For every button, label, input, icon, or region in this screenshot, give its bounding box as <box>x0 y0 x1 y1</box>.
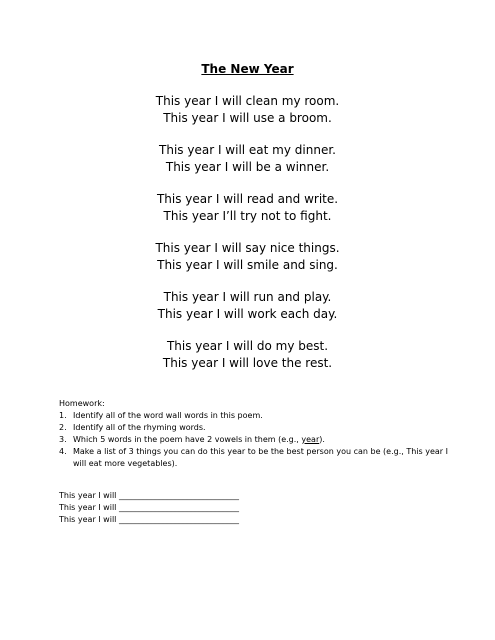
poem-line: This year I will be a winner. <box>165 160 330 174</box>
stanza <box>0 191 495 225</box>
poem-line: This year I will say nice things. <box>155 241 340 255</box>
poem <box>0 93 495 387</box>
poem-line: This year I’ll try not to fight. <box>163 209 332 223</box>
fill-in-line: This year I will ______________________________ <box>59 515 239 524</box>
item-text <box>73 435 325 444</box>
poem-title: The New Year <box>201 62 294 76</box>
stanza <box>0 93 495 127</box>
stanza <box>0 338 495 372</box>
poem-line: This year I will use a broom. <box>163 111 332 125</box>
poem-line: This year I will clean my room. <box>155 94 340 108</box>
item-text-before: Which 5 words in the poem have 2 vowels in them (e.g., <box>73 435 302 444</box>
homework-list <box>59 410 449 470</box>
homework-item <box>59 434 449 446</box>
item-text: Make a list of 3 things you can do this year to be the best person you can be (e.g., This year I will eat more vegetables). <box>73 447 448 468</box>
homework-item <box>59 422 449 434</box>
poem-line: This year I will work each day. <box>157 307 338 321</box>
item-text: Identify all of the rhyming words. <box>73 423 206 432</box>
poem-line: This year I will do my best. <box>166 339 329 353</box>
poem-line: This year I will read and write. <box>156 192 339 206</box>
homework-item <box>59 446 449 470</box>
item-text: Identify all of the word wall words in this poem. <box>73 411 263 420</box>
item-number: 4. <box>59 447 67 456</box>
fill-in-line: This year I will ______________________________ <box>59 503 239 512</box>
homework-heading: Homework: <box>59 399 105 408</box>
underlined-example-word: year <box>301 435 320 444</box>
item-number: 2. <box>59 423 67 432</box>
item-number: 1. <box>59 411 67 420</box>
poem-line: This year I will run and play. <box>163 290 332 304</box>
stanza <box>0 142 495 176</box>
stanza <box>0 289 495 323</box>
poem-line: This year I will love the rest. <box>162 356 333 370</box>
item-number: 3. <box>59 435 67 444</box>
fill-in-line: This year I will ______________________________ <box>59 491 239 500</box>
homework-item <box>59 410 449 422</box>
stanza <box>0 240 495 274</box>
poem-line: This year I will smile and sing. <box>157 258 338 272</box>
fill-in-lines <box>59 490 239 526</box>
item-text-after: ). <box>319 435 325 444</box>
poem-line: This year I will eat my dinner. <box>159 143 336 157</box>
